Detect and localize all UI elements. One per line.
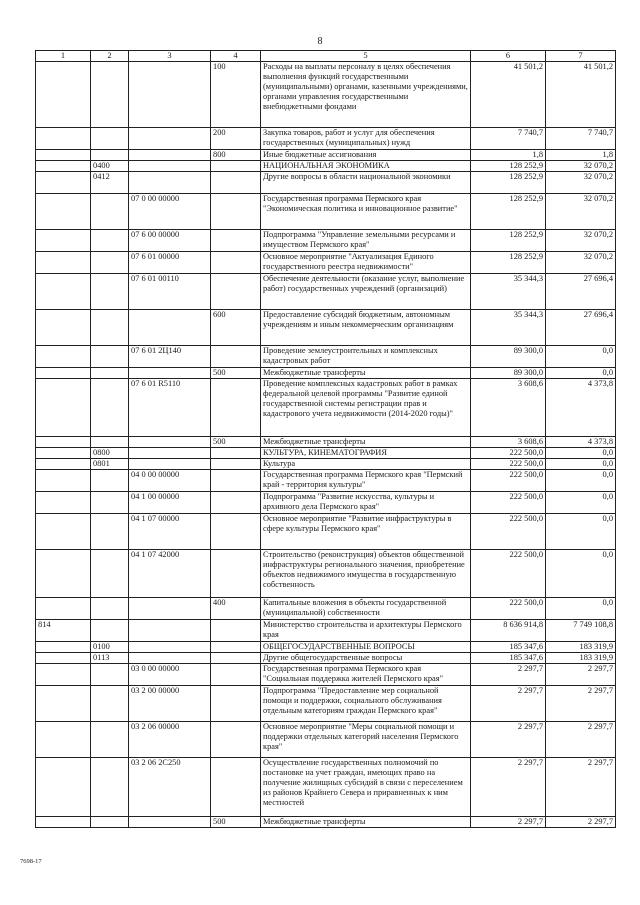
amount-cell: 128 252,9: [471, 161, 546, 172]
table-row: [36, 620, 616, 642]
description-cell: Расходы на выплаты персоналу в целях обеспечения выполнения функций государственными (муниципальными) органами, казенными учреждениями, органами управления государственными внебюджетными фондами: [261, 62, 471, 128]
amount-cell: 128 252,9: [471, 252, 546, 274]
table-row: [36, 161, 616, 172]
code-section-cell: 0100: [91, 642, 129, 653]
table-row: [36, 459, 616, 470]
code-target-cell: [129, 642, 211, 653]
code-section-cell: [91, 470, 129, 492]
amount-cell: 32 070,2: [546, 194, 616, 230]
code-target-cell: 04 0 00 00000: [129, 470, 211, 492]
code-section-cell: [91, 664, 129, 686]
code-section-cell: 0800: [91, 448, 129, 459]
amount-cell: 27 696,4: [546, 274, 616, 310]
amount-cell: 222 500,0: [471, 470, 546, 492]
description-cell: Другие общегосударственные вопросы: [261, 653, 471, 664]
description-cell: Строительство (реконструкция) объектов общественной инфраструктуры регионального значения, приобретение объектов недвижимого имущества в государственную собственность: [261, 550, 471, 598]
code-ministry-cell: [36, 346, 91, 368]
description-cell: Иные бюджетные ассигнования: [261, 150, 471, 161]
code-ministry-cell: [36, 686, 91, 722]
table-row: [36, 514, 616, 550]
code-ministry-cell: [36, 722, 91, 758]
code-expense-type-cell: [211, 550, 261, 598]
amount-cell: 41 501,2: [471, 62, 546, 128]
code-target-cell: 07 6 01 00000: [129, 252, 211, 274]
code-target-cell: 07 0 00 00000: [129, 194, 211, 230]
code-ministry-cell: [36, 492, 91, 514]
amount-cell: 35 344,3: [471, 310, 546, 346]
code-ministry-cell: [36, 598, 91, 620]
amount-cell: 2 297,7: [546, 817, 616, 828]
table-row: [36, 379, 616, 437]
table-row: [36, 470, 616, 492]
code-section-cell: [91, 722, 129, 758]
table-row: [36, 550, 616, 598]
code-section-cell: [91, 230, 129, 252]
code-ministry-cell: [36, 550, 91, 598]
code-ministry-cell: [36, 368, 91, 379]
amount-cell: 185 347,6: [471, 653, 546, 664]
table-row: [36, 150, 616, 161]
description-cell: Подпрограмма "Предоставление мер социальной помощи и поддержки, социального обслуживания отдельным категориям граждан Пермского края": [261, 686, 471, 722]
table-row: [36, 492, 616, 514]
amount-cell: 2 297,7: [546, 664, 616, 686]
table-row: [36, 642, 616, 653]
code-target-cell: [129, 437, 211, 448]
amount-cell: 183 319,9: [546, 653, 616, 664]
description-cell: Межбюджетные трансферты: [261, 437, 471, 448]
amount-cell: 32 070,2: [546, 161, 616, 172]
amount-cell: 0,0: [546, 598, 616, 620]
code-expense-type-cell: [211, 274, 261, 310]
amount-cell: 222 500,0: [471, 598, 546, 620]
table-row: [36, 62, 616, 128]
amount-cell: 2 297,7: [471, 758, 546, 817]
amount-cell: 0,0: [546, 448, 616, 459]
code-ministry-cell: [36, 230, 91, 252]
code-target-cell: [129, 653, 211, 664]
code-section-cell: 0400: [91, 161, 129, 172]
amount-cell: 128 252,9: [471, 194, 546, 230]
amount-cell: 1,8: [546, 150, 616, 161]
code-target-cell: [129, 310, 211, 346]
code-expense-type-cell: [211, 514, 261, 550]
header-cell: 4: [211, 51, 261, 62]
code-target-cell: [129, 150, 211, 161]
description-cell: НАЦИОНАЛЬНАЯ ЭКОНОМИКА: [261, 161, 471, 172]
code-expense-type-cell: [211, 459, 261, 470]
code-section-cell: [91, 62, 129, 128]
description-cell: Подпрограмма "Развитие искусства, культуры и архивного дела Пермского края": [261, 492, 471, 514]
amount-cell: 0,0: [546, 514, 616, 550]
code-expense-type-cell: [211, 230, 261, 252]
amount-cell: 32 070,2: [546, 252, 616, 274]
code-ministry-cell: [36, 653, 91, 664]
table-row: [36, 817, 616, 828]
amount-cell: 8 636 914,8: [471, 620, 546, 642]
code-ministry-cell: [36, 642, 91, 653]
amount-cell: 2 297,7: [546, 722, 616, 758]
code-ministry-cell: [36, 161, 91, 172]
description-cell: Министерство строительства и архитектуры Пермского края: [261, 620, 471, 642]
header-cell: 6: [471, 51, 546, 62]
code-expense-type-cell: [211, 664, 261, 686]
amount-cell: 3 608,6: [471, 379, 546, 437]
code-target-cell: 03 0 00 00000: [129, 664, 211, 686]
code-target-cell: [129, 172, 211, 194]
amount-cell: 2 297,7: [546, 758, 616, 817]
table-row: [36, 722, 616, 758]
code-ministry-cell: [36, 817, 91, 828]
amount-cell: 2 297,7: [546, 686, 616, 722]
amount-cell: 2 297,7: [471, 817, 546, 828]
code-target-cell: 03 2 06 00000: [129, 722, 211, 758]
amount-cell: 41 501,2: [546, 62, 616, 128]
description-cell: Межбюджетные трансферты: [261, 368, 471, 379]
code-section-cell: [91, 620, 129, 642]
description-cell: Осуществление государственных полномочий по постановке на учет граждан, имеющих право на получение жилищных субсидий в связи с переселением из районов Крайнего Севера и приравненных к ним местностей: [261, 758, 471, 817]
amount-cell: 2 297,7: [471, 686, 546, 722]
code-section-cell: [91, 310, 129, 346]
code-expense-type-cell: [211, 172, 261, 194]
code-expense-type-cell: [211, 722, 261, 758]
description-cell: Государственная программа Пермского края "Социальная поддержка жителей Пермского края": [261, 664, 471, 686]
table-row: [36, 230, 616, 252]
code-target-cell: 03 2 00 00000: [129, 686, 211, 722]
code-section-cell: [91, 686, 129, 722]
amount-cell: 222 500,0: [471, 514, 546, 550]
table-row: [36, 252, 616, 274]
table-row: [36, 448, 616, 459]
page-number: 8: [317, 36, 323, 47]
amount-cell: 1,8: [471, 150, 546, 161]
description-cell: КУЛЬТУРА, КИНЕМАТОГРАФИЯ: [261, 448, 471, 459]
code-ministry-cell: [36, 758, 91, 817]
code-ministry-cell: [36, 274, 91, 310]
code-expense-type-cell: 800: [211, 150, 261, 161]
amount-cell: 89 300,0: [471, 346, 546, 368]
code-target-cell: 07 6 01 00110: [129, 274, 211, 310]
code-expense-type-cell: 500: [211, 817, 261, 828]
code-expense-type-cell: [211, 252, 261, 274]
code-target-cell: 04 1 07 00000: [129, 514, 211, 550]
code-section-cell: [91, 550, 129, 598]
code-target-cell: 03 2 06 2С250: [129, 758, 211, 817]
amount-cell: 185 347,6: [471, 642, 546, 653]
code-section-cell: [91, 194, 129, 230]
code-expense-type-cell: [211, 620, 261, 642]
budget-table: [35, 50, 616, 828]
code-target-cell: [129, 62, 211, 128]
code-ministry-cell: [36, 379, 91, 437]
code-target-cell: [129, 448, 211, 459]
code-expense-type-cell: [211, 448, 261, 459]
code-ministry-cell: [36, 437, 91, 448]
amount-cell: 35 344,3: [471, 274, 546, 310]
header-cell: 5: [261, 51, 471, 62]
code-section-cell: [91, 514, 129, 550]
code-ministry-cell: [36, 128, 91, 150]
code-expense-type-cell: 600: [211, 310, 261, 346]
code-ministry-cell: [36, 459, 91, 470]
code-expense-type-cell: [211, 758, 261, 817]
table-row: [36, 172, 616, 194]
table-row: [36, 274, 616, 310]
code-section-cell: [91, 437, 129, 448]
code-target-cell: 07 6 01 2Ц140: [129, 346, 211, 368]
description-cell: ОБЩЕГОСУДАРСТВЕННЫЕ ВОПРОСЫ: [261, 642, 471, 653]
code-section-cell: [91, 150, 129, 161]
description-cell: Капитальные вложения в объекты государственной (муниципальной) собственности: [261, 598, 471, 620]
code-section-cell: [91, 492, 129, 514]
description-cell: Основное мероприятие "Меры социальной помощи и поддержки отдельных категорий населения Пермского края": [261, 722, 471, 758]
table-row: [36, 664, 616, 686]
description-cell: Проведение комплексных кадастровых работ в рамках федеральной целевой программы "Развитие единой государственной системы регистрации прав и кадастрового учета недвижимости (2014-2020 годы)": [261, 379, 471, 437]
code-target-cell: 04 1 07 42000: [129, 550, 211, 598]
code-expense-type-cell: [211, 161, 261, 172]
code-section-cell: [91, 817, 129, 828]
amount-cell: 32 070,2: [546, 172, 616, 194]
amount-cell: 0,0: [546, 550, 616, 598]
code-section-cell: [91, 368, 129, 379]
code-target-cell: [129, 598, 211, 620]
header-cell: 7: [546, 51, 616, 62]
code-expense-type-cell: [211, 642, 261, 653]
code-expense-type-cell: 400: [211, 598, 261, 620]
code-target-cell: [129, 459, 211, 470]
table-row: [36, 653, 616, 664]
code-target-cell: 07 6 01 R5110: [129, 379, 211, 437]
table-row: [36, 128, 616, 150]
code-target-cell: [129, 817, 211, 828]
description-cell: Предоставление субсидий бюджетным, автономным учреждениям и иным некоммерческим организациям: [261, 310, 471, 346]
table-row: [36, 686, 616, 722]
code-target-cell: 04 1 00 00000: [129, 492, 211, 514]
amount-cell: 183 319,9: [546, 642, 616, 653]
description-cell: Основное мероприятие "Развитие инфраструктуры в сфере культуры Пермского края": [261, 514, 471, 550]
amount-cell: 27 696,4: [546, 310, 616, 346]
amount-cell: 128 252,9: [471, 230, 546, 252]
code-section-cell: 0412: [91, 172, 129, 194]
amount-cell: 4 373,8: [546, 437, 616, 448]
code-ministry-cell: [36, 62, 91, 128]
code-section-cell: [91, 758, 129, 817]
code-target-cell: [129, 128, 211, 150]
table-row: [36, 437, 616, 448]
description-cell: Обеспечение деятельности (оказание услуг, выполнение работ) государственных учреждений (организаций): [261, 274, 471, 310]
amount-cell: 3 608,6: [471, 437, 546, 448]
code-section-cell: [91, 346, 129, 368]
code-target-cell: [129, 161, 211, 172]
code-expense-type-cell: [211, 470, 261, 492]
code-expense-type-cell: 200: [211, 128, 261, 150]
code-ministry-cell: [36, 252, 91, 274]
description-cell: Культура: [261, 459, 471, 470]
code-target-cell: [129, 620, 211, 642]
amount-cell: 89 300,0: [471, 368, 546, 379]
amount-cell: 2 297,7: [471, 664, 546, 686]
description-cell: Подпрограмма "Управление земельными ресурсами и имуществом Пермского края": [261, 230, 471, 252]
code-section-cell: [91, 379, 129, 437]
amount-cell: 0,0: [546, 346, 616, 368]
amount-cell: 7 740,7: [546, 128, 616, 150]
code-section-cell: 0801: [91, 459, 129, 470]
description-cell: Государственная программа Пермского края "Пермский край - территория культуры": [261, 470, 471, 492]
code-ministry-cell: [36, 514, 91, 550]
header-cell: 3: [129, 51, 211, 62]
code-expense-type-cell: [211, 653, 261, 664]
table-row: [36, 310, 616, 346]
code-target-cell: [129, 368, 211, 379]
code-ministry-cell: [36, 172, 91, 194]
code-section-cell: 0113: [91, 653, 129, 664]
description-cell: Межбюджетные трансферты: [261, 817, 471, 828]
description-cell: Закупка товаров, работ и услуг для обеспечения государственных (муниципальных) нужд: [261, 128, 471, 150]
amount-cell: 7 749 108,8: [546, 620, 616, 642]
amount-cell: 128 252,9: [471, 172, 546, 194]
amount-cell: 0,0: [546, 470, 616, 492]
header-cell: 1: [36, 51, 91, 62]
description-cell: Основное мероприятие "Актуализация Единого государственного реестра недвижимости": [261, 252, 471, 274]
code-expense-type-cell: [211, 492, 261, 514]
code-section-cell: [91, 598, 129, 620]
code-section-cell: [91, 252, 129, 274]
table-row: [36, 194, 616, 230]
amount-cell: 0,0: [546, 492, 616, 514]
code-expense-type-cell: [211, 379, 261, 437]
table-header-row: [36, 51, 616, 62]
description-cell: Другие вопросы в области национальной экономики: [261, 172, 471, 194]
code-section-cell: [91, 274, 129, 310]
code-ministry-cell: 814: [36, 620, 91, 642]
amount-cell: 222 500,0: [471, 448, 546, 459]
amount-cell: 222 500,0: [471, 459, 546, 470]
code-section-cell: [91, 128, 129, 150]
code-ministry-cell: [36, 310, 91, 346]
code-expense-type-cell: [211, 194, 261, 230]
amount-cell: 4 373,8: [546, 379, 616, 437]
table-row: [36, 758, 616, 817]
amount-cell: 222 500,0: [471, 492, 546, 514]
amount-cell: 7 740,7: [471, 128, 546, 150]
description-cell: Государственная программа Пермского края "Экономическая политика и инновационное развитие": [261, 194, 471, 230]
amount-cell: 32 070,2: [546, 230, 616, 252]
code-ministry-cell: [36, 448, 91, 459]
code-target-cell: 07 6 00 00000: [129, 230, 211, 252]
code-ministry-cell: [36, 150, 91, 161]
amount-cell: 222 500,0: [471, 550, 546, 598]
amount-cell: 0,0: [546, 368, 616, 379]
footer-code: 7698-17: [20, 858, 42, 865]
amount-cell: 2 297,7: [471, 722, 546, 758]
code-expense-type-cell: [211, 686, 261, 722]
code-ministry-cell: [36, 194, 91, 230]
header-cell: 2: [91, 51, 129, 62]
description-cell: Проведение землеустроительных и комплексных кадастровых работ: [261, 346, 471, 368]
code-ministry-cell: [36, 470, 91, 492]
code-expense-type-cell: 100: [211, 62, 261, 128]
table-row: [36, 346, 616, 368]
code-expense-type-cell: 500: [211, 368, 261, 379]
table-row: [36, 368, 616, 379]
table-row: [36, 598, 616, 620]
amount-cell: 0,0: [546, 459, 616, 470]
code-ministry-cell: [36, 664, 91, 686]
code-expense-type-cell: 500: [211, 437, 261, 448]
code-expense-type-cell: [211, 346, 261, 368]
